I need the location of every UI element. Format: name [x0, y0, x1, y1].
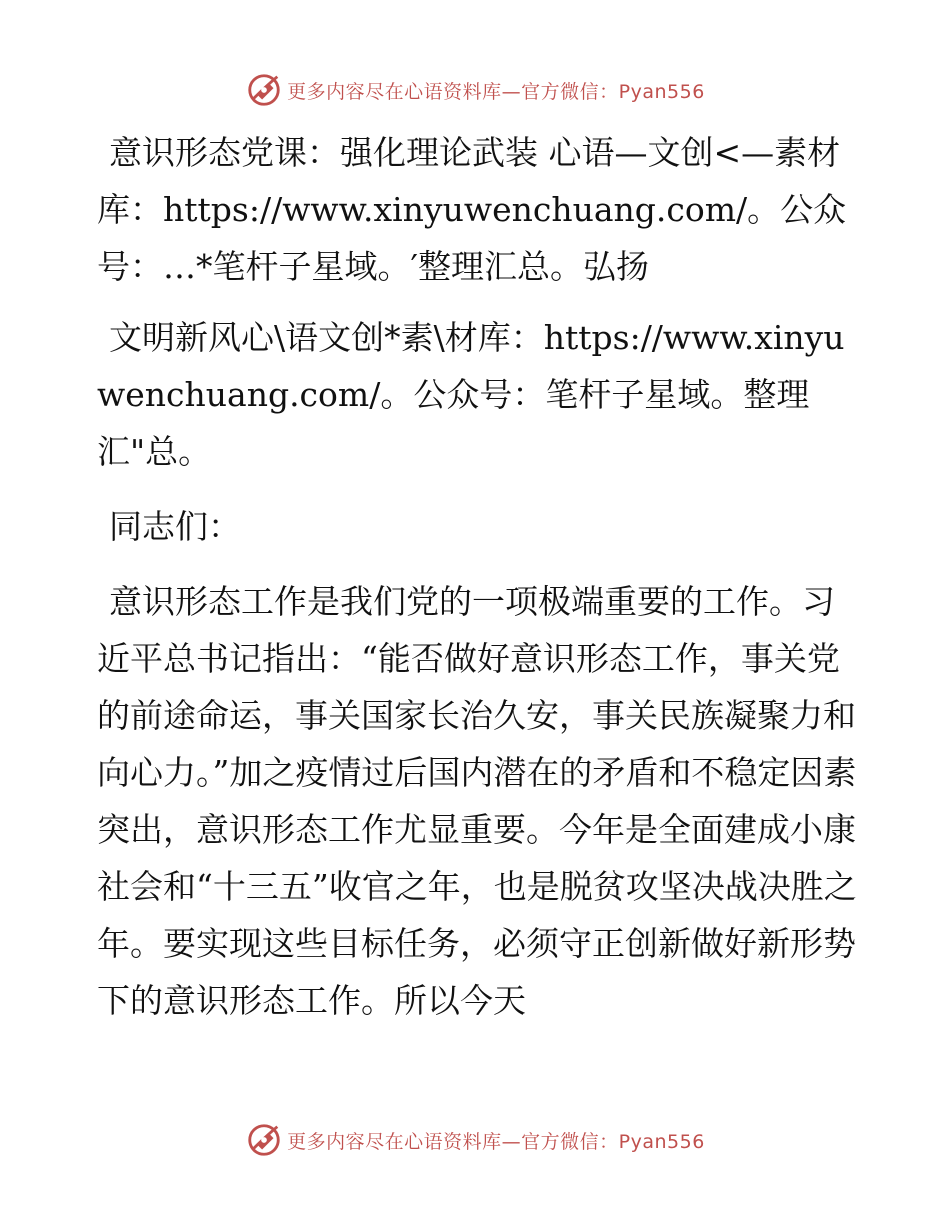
brand-logo-icon — [245, 1121, 283, 1159]
footer-banner-text: 更多内容尽在心语资料库—官方微信：Pyan556 — [287, 1130, 705, 1153]
header-banner — [0, 68, 950, 112]
brand-logo-icon — [245, 71, 283, 109]
paragraph-body: 意识形态工作是我们党的一项极端重要的工作。习近平总书记指出：“能否做好意识形态工作，事关党的前途命运，事关国家长治久安，事关民族凝聚力和向心力。”加之疫情过后国内潜在的矛盾和不稳定因素突出，意识形态工作尤显重要。今年是全面建成小康社会和“十三五”收官之年，也是脱贫攻坚决战决胜之年。要实现这些目标任务，必须守正创新做好新形势下的意识形态工作。所以今天 — [97, 582, 857, 1020]
document-body — [97, 124, 857, 1029]
paragraph-title: 意识形态党课：强化理论武装 心语—文创<—素材库：https://www.xinyuwenchuang.com/。公众号：…*笔杆子星域。′整理汇总。弘扬 — [97, 133, 847, 286]
footer-banner — [0, 1118, 950, 1162]
header-banner-text: 更多内容尽在心语资料库—官方微信：Pyan556 — [287, 80, 705, 103]
paragraph-watermark: 文明新风心\语文创*素\材库：https://www.xinyuwenchuang.com/。公众号：笔杆子星域。整理汇"总。 — [97, 318, 845, 471]
paragraph-salutation: 同志们： — [109, 507, 241, 546]
